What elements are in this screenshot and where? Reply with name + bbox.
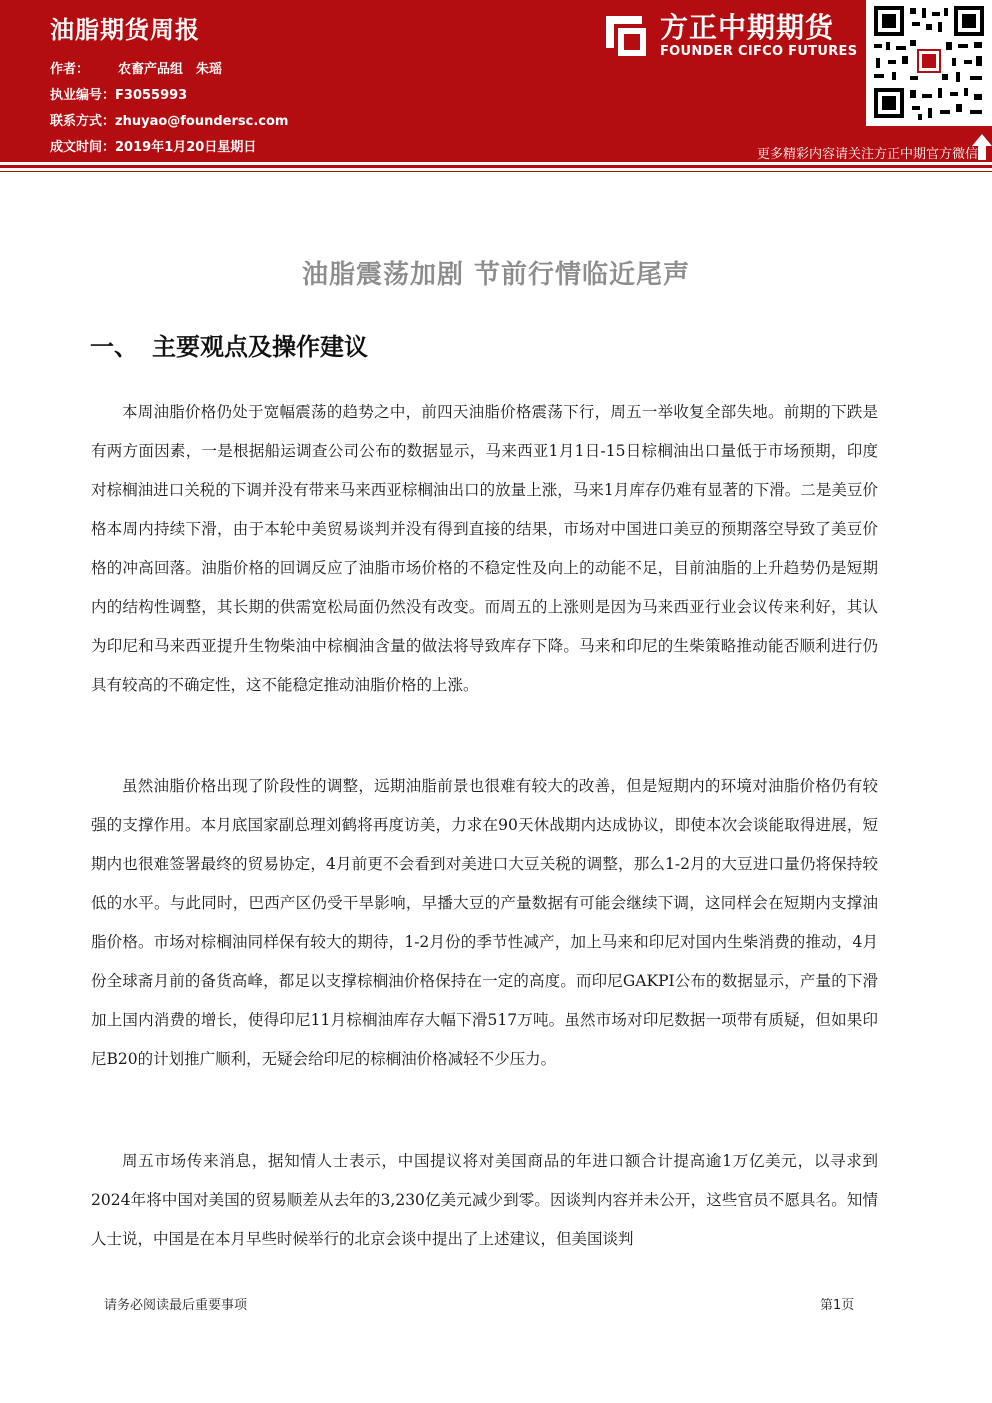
author-row (50, 58, 222, 77)
license-label: 执业编号： (50, 88, 116, 103)
author-value: 农畜产品组 朱瑶 (118, 62, 223, 77)
license-value: F3055993 (115, 88, 188, 103)
qr-code-icon (866, 0, 992, 126)
section-heading-text: 主要观点及操作建议 (152, 333, 368, 361)
license-row (50, 84, 187, 103)
paragraph-1: 本周油脂价格仍处于宽幅震荡的趋势之中，前四天油脂价格震荡下行，周五一举收复全部失地。前期的下跌是有两方面因素，一是根据船运调查公司公布的数据显示，马来西亚1月1日-15日棕榈油出口量低于市场预期，印度对棕榈油进口关税的下调并没有带来马来西亚棕榈油出口的放量上涨，马来1月库存仍难有显著的下滑。二是美豆价格本周内持续下滑，由于本轮中美贸易谈判并没有得到直接的结果，市场对中国进口美豆的预期落空导致了美豆价格的冲高回落。油脂价格的回调反应了油脂市场价格的不稳定性及向上的动能不足，目前油脂的上升趋势仍是短期内的结构性调整，其长期的供需宽松局面仍然没有改变。而周五的上涨则是因为马来西亚行业会议传来利好，其认为印尼和马来西亚提升生物柴油中棕榈油含量的做法将导致库存下降。马来和印尼的生柴策略推动能否顺利进行仍具有较高的不确定性，这不能稳定推动油脂价格的上涨。 (91, 403, 878, 694)
paragraph-2: 虽然油脂价格出现了阶段性的调整，远期油脂前景也很难有较大的改善，但是短期内的环境对油脂价格仍有较强的支撑作用。本月底国家副总理刘鹤将再度访美，力求在90天休战期内达成协议，即使本次会谈能取得进展，短期内也很难签署最终的贸易协定，4月前更不会看到对美进口大豆关税的调整，那么1-2月的大豆进口量仍将保持较低的水平。与此同时，巴西产区仍受干旱影响，早播大豆的产量数据有可能会继续下调，这同样会在短期内支撑油脂价格。市场对棕榈油同样保有较大的期待，1-2月份的季节性减产，加上马来和印尼对国内生柴消费的推动，4月份全球斋月前的备货高峰，都足以支撑棕榈油价格保持在一定的高度。而印尼GAKPI公布的数据显示，产量的下滑加上国内消费的增长，使得印尼11月棕榈油库存大幅下滑517万吨。虽然市场对印尼数据一项带有质疑，但如果印尼B20的计划推广顺利，无疑会给印尼的棕榈油价格减轻不少压力。 (91, 777, 878, 1068)
header-divider (0, 165, 992, 168)
author-label: 作者： (50, 62, 90, 77)
footer-notice: 请务必阅读最后重要事项 (104, 1298, 248, 1313)
date-value: ：2019年1月20日星期日 (102, 140, 257, 155)
page-title: 油脂震荡加剧 节前行情临近尾声 (301, 260, 691, 290)
contact-label: 联系方式： (50, 114, 116, 129)
follow-wechat-text: 更多精彩内容请关注方正中期官方微信 (756, 147, 978, 162)
section-number: 一、 (90, 333, 138, 361)
contact-value[interactable]: zhuyao@foundersc.com (115, 114, 289, 129)
logo-chinese-text: 方正中期期货 (660, 11, 835, 44)
logo-mark-icon (602, 8, 650, 56)
header-divider-thin (0, 171, 992, 172)
section-heading (90, 327, 368, 362)
page-number: 第1页 (820, 1298, 855, 1313)
logo-english-text: FOUNDER CIFCO FUTURES (660, 44, 858, 59)
contact-row (50, 110, 288, 129)
date-label: 成文时间 (50, 140, 103, 155)
header-banner (0, 0, 992, 162)
report-title: 油脂期货周报 (50, 16, 200, 44)
paragraph-3: 周五市场传来消息，据知情人士表示，中国提议将对美国商品的年进口额合计提高逾1万亿美元，以寻求到2024年将中国对美国的贸易顺差从去年的3,230亿美元减少到零。因谈判内容并未公开，这些官员不愿具名。知情人士说，中国是在本月早些时候举行的北京会谈中提出了上述建议，但美国谈判 (91, 1152, 878, 1248)
company-logo (602, 6, 862, 62)
arrow-up-icon (972, 134, 992, 160)
date-row (50, 136, 256, 155)
